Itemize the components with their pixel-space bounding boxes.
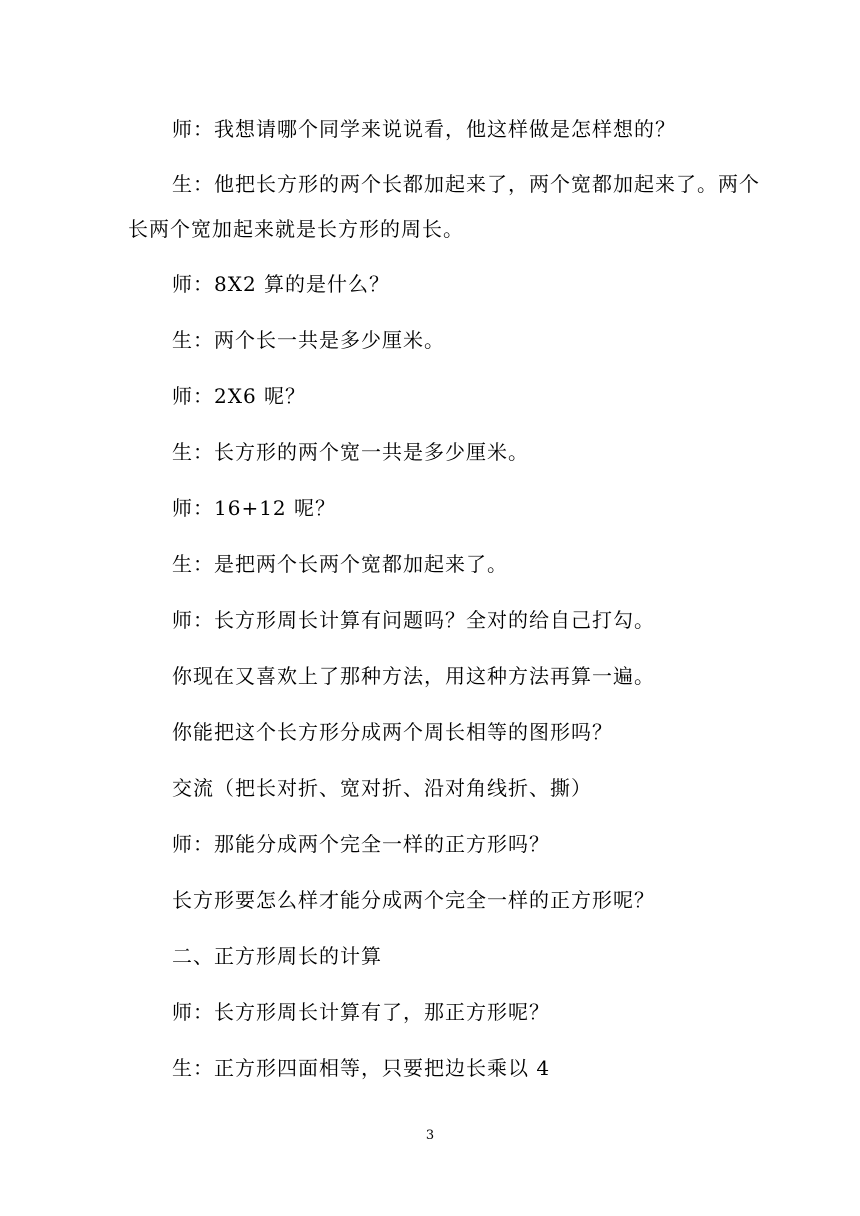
text-line-1: 师：我想请哪个同学来说说看，他这样做是怎样想的？ bbox=[172, 117, 676, 141]
text-line-11: 你现在又喜欢上了那种方法，用这种方法再算一遍。 bbox=[172, 664, 655, 688]
text-line-13: 交流（把长对折、宽对折、沿对角线折、撕） bbox=[172, 776, 592, 800]
text-line-6: 师：2X6 呢？ bbox=[172, 384, 307, 408]
text-line-17: 师：长方形周长计算有了，那正方形呢？ bbox=[172, 1000, 550, 1024]
text-line-7: 生：长方形的两个宽一共是多少厘米。 bbox=[172, 440, 529, 464]
text-line-2: 生：他把长方形的两个长都加起来了，两个宽都加起来了。两个 bbox=[172, 172, 760, 196]
text-line-10: 师：长方形周长计算有问题吗？全对的给自己打勾。 bbox=[172, 608, 655, 632]
text-line-15: 长方形要怎么样才能分成两个完全一样的正方形呢？ bbox=[172, 888, 655, 912]
text-line-12: 你能把这个长方形分成两个周长相等的图形吗？ bbox=[172, 720, 613, 744]
text-line-18: 生：正方形四面相等，只要把边长乘以 4 bbox=[172, 1056, 551, 1080]
section-heading: 二、正方形周长的计算 bbox=[172, 944, 382, 968]
text-line-3: 长两个宽加起来就是长方形的周长。 bbox=[128, 217, 464, 241]
text-line-9: 生：是把两个长两个宽都加起来了。 bbox=[172, 552, 508, 576]
page-number: 3 bbox=[425, 1128, 435, 1143]
text-line-4: 师：8X2 算的是什么？ bbox=[172, 272, 391, 296]
text-line-5: 生：两个长一共是多少厘米。 bbox=[172, 328, 445, 352]
text-line-8: 师：16+12 呢？ bbox=[172, 496, 337, 520]
text-line-14: 师：那能分成两个完全一样的正方形吗？ bbox=[172, 832, 550, 856]
